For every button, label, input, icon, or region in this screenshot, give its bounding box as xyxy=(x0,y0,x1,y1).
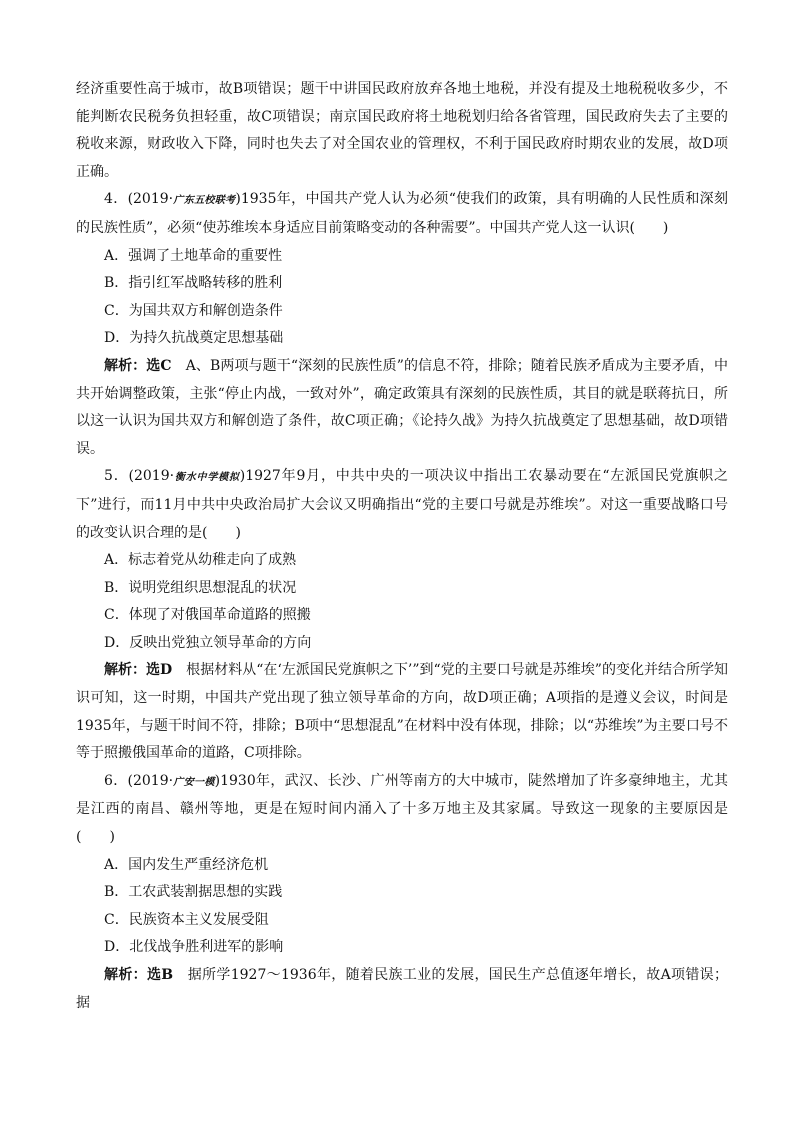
option-d: D．北伐战争胜利进军的影响 xyxy=(104,939,284,956)
option-a: A．标志着党从幼稚走向了成熟 xyxy=(104,552,297,569)
option-a: A．国内发生严重经济危机 xyxy=(104,856,269,873)
question-number: 6． xyxy=(104,772,128,789)
option-d: D．反映出党独立领导革命的方向 xyxy=(104,634,312,651)
question-source: 广安一模 xyxy=(173,776,215,788)
analysis-label: 解析：选D xyxy=(104,662,173,679)
question-4-analysis xyxy=(76,353,728,463)
question-5-analysis xyxy=(76,657,728,767)
question-year: (2019· xyxy=(128,468,175,485)
question-5 xyxy=(76,463,728,768)
question-4 xyxy=(76,186,728,463)
option-b: B．说明党组织思想混乱的状况 xyxy=(104,579,297,596)
question-text: )1935年，中国共产党人认为必须“使我们的政策，具有明确的人民性质和深刻的民族性质”，必须“使苏维埃本身适应目前策略变动的各种需要”。中国共产党人这一认识( ) xyxy=(76,191,729,236)
intro-analysis: 经济重要性高于城市，故B项错误；题干中讲国民政府放弃各地土地税，并没有提及土地税税收多少，不能判断农民税务负担轻重，故C项错误；南京国民政府将土地税划归给各省管理，国民政府失去了主要的税收来源，财政收入下降，同时也失去了对全国农业的管理权，不利于国民政府时期农业的发展，故D项正确。 xyxy=(76,81,728,180)
option-b: B．指引红军战略转移的胜利 xyxy=(104,275,283,292)
question-5-stem xyxy=(76,463,728,547)
question-year: (2019· xyxy=(127,772,174,789)
option-b: B．工农武装割据思想的实践 xyxy=(104,884,283,901)
question-source: 广东五校联考 xyxy=(173,195,236,207)
question-4-stem xyxy=(76,186,728,242)
option-c: C．为国共双方和解创造条件 xyxy=(104,302,283,319)
question-text: )1927年9月，中共中央的一项决议中指出工农暴动要在“左派国民党旗帜之下”进行，而11月中共中央政治局扩大会议又明确指出“党的主要口号就是苏维埃”。对这一重要战略口号的改变认识合理的是( ) xyxy=(76,468,728,541)
question-number: 5． xyxy=(104,468,129,485)
option-c: C．体现了对俄国革命道路的照搬 xyxy=(104,607,311,624)
option-a: A．强调了土地革命的重要性 xyxy=(104,247,283,264)
option-d: D．为持久抗战奠定思想基础 xyxy=(104,330,284,347)
analysis-label: 解析：选B xyxy=(104,967,174,983)
question-6-stem xyxy=(76,768,728,852)
analysis-label: 解析：选C xyxy=(104,357,172,374)
question-6 xyxy=(76,768,728,1017)
question-number: 4． xyxy=(104,191,128,208)
analysis-text: 根据材料从“在‘左派国民党旗帜之下’”到“党的主要口号就是苏维埃”的变化并结合所学知识可知，这一时期，中国共产党出现了独立领导革命的方向，故D项正确；A项指的是遵义会议，时间是1935年，与题干时间不符，排除；B项中“思想混乱”在材料中没有体现，排除；以“苏维埃”为主要口号不等于照搬俄国革命的道路，C项排除。 xyxy=(76,662,728,762)
question-year: (2019· xyxy=(127,191,174,208)
analysis-text: A、B两项与题干“深刻的民族性质”的信息不符，排除；随着民族矛盾成为主要矛盾，中共开始调整政策，主张“停止内战，一致对外”，确定政策具有深刻的民族性质，其目的就是联蒋抗日，所以这一认识为国共双方和解创造了条件，故C项正确；《论持久战》为持久抗战奠定了思想基础，故D项错误。 xyxy=(76,357,728,457)
question-6-analysis xyxy=(76,962,728,1017)
question-text: )1930年，武汉、长沙、广州等南方的大中城市，陡然增加了许多豪绅地主，尤其是江西的南昌、赣州等地，更是在短时间内涌入了十多万地主及其家属。导致这一现象的主要原因是( ) xyxy=(76,772,728,846)
option-c: C．民族资本主义发展受阻 xyxy=(104,911,269,928)
analysis-text: 据所学1927～1936年，随着民族工业的发展，国民生产总值逐年增长，故A项错误；据 xyxy=(76,967,728,1011)
question-source: 衡水中学模拟 xyxy=(174,472,240,484)
